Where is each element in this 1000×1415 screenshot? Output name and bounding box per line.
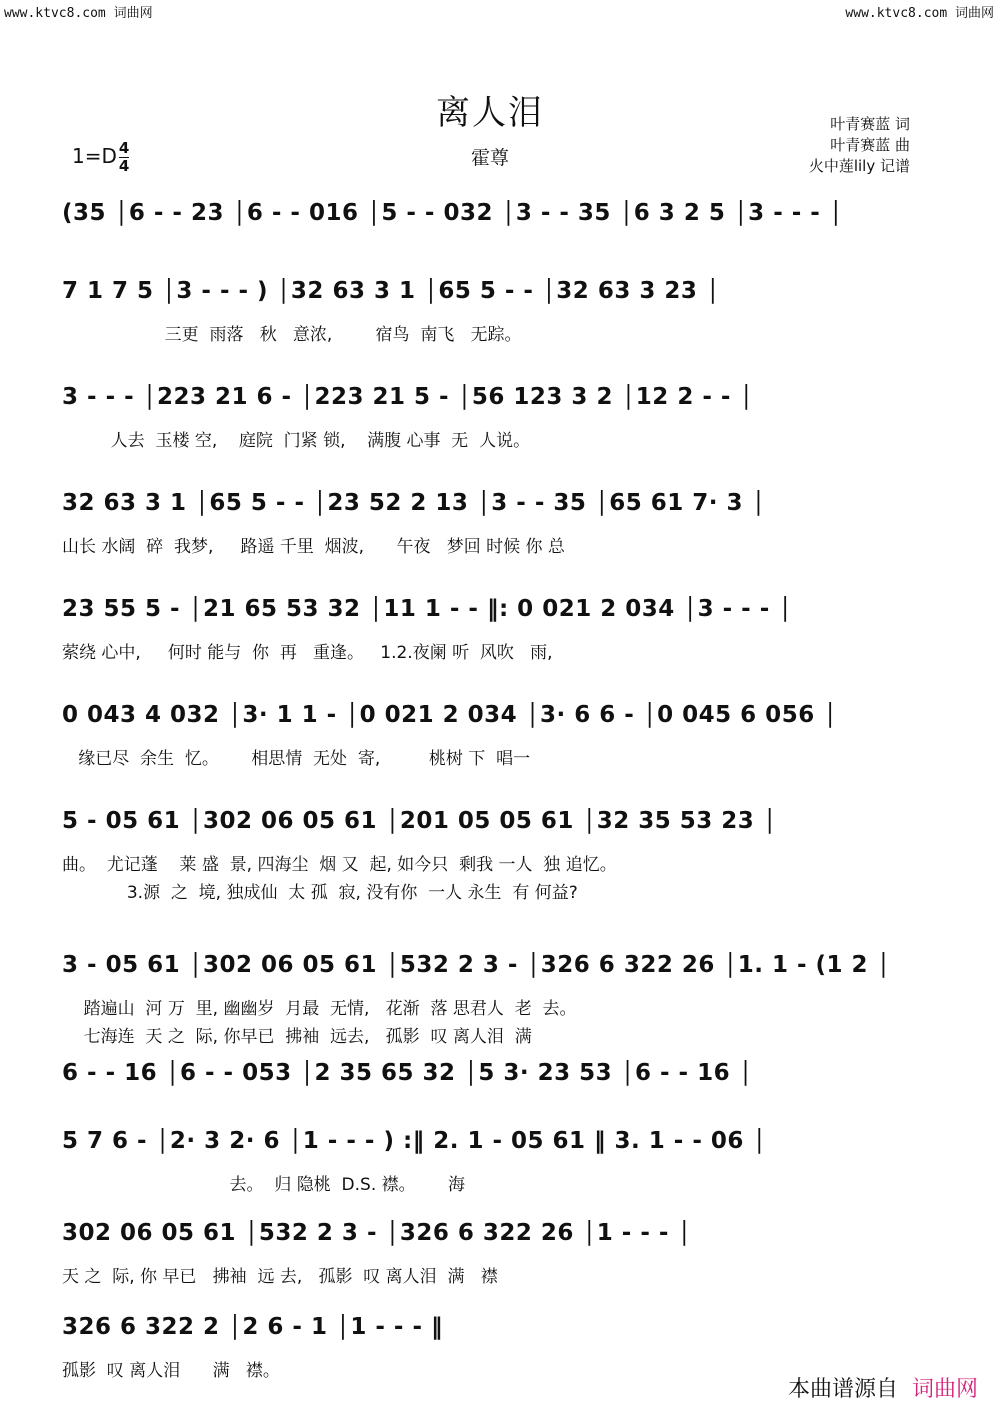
notation-line: 32 63 3 1 │65 5 - - │23 52 2 13 │3 - - 35 │65 61 7· 3 │ [62, 490, 766, 516]
notation-line: (35 │6 - - 23 │6 - - 016 │5 - - 032 │3 - - 35 │6 3 2 5 │3 - - - │ [62, 200, 844, 226]
time-bottom: 4 [118, 157, 130, 175]
credits [809, 114, 910, 177]
lyrics-line: 去。 归 隐桃 D.S. 襟。 海 [62, 1175, 466, 1195]
song-title: 离人泪 [436, 93, 544, 133]
lyrics-line: 萦绕 心中, 何时 能与 你 再 重逢。 1.2.夜阑 听 风吹 雨, [62, 643, 553, 663]
lyricist: 叶青赛蓝 词 [830, 115, 910, 133]
notation-line: 0 043 4 032 │3· 1 1 - │0 021 2 034 │3· 6 6 - │0 045 6 056 │ [62, 702, 838, 728]
lyrics-line: 天 之 际, 你 早已 拂袖 远 去, 孤影 叹 离人泪 满 襟 [62, 1267, 498, 1287]
notation-line: 23 55 5 - │21 65 53 32 │11 1 - - ‖: 0 021 2 034 │3 - - - │ [62, 596, 793, 622]
notation-line: 3 - 05 61 │302 06 05 61 │532 2 3 - │326 6 322 26 │1. 1 - (1 2 │ [62, 952, 891, 978]
lyrics-line-verse3: 七海连 天 之 际, 你早已 拂袖 远去, 孤影 叹 离人泪 满 [62, 1027, 532, 1047]
transcriber: 火中莲lily 记谱 [808, 157, 910, 175]
source-footer [788, 1372, 978, 1403]
lyrics-line-verse3: 3.源 之 境, 独成仙 太 孤 寂, 没有你 一人 永生 有 何益? [62, 883, 578, 903]
notation-line: 7 1 7 5 │3 - - - ) │32 63 3 1 │65 5 - - │32 63 3 23 │ [62, 278, 721, 304]
lyrics-line: 山长 水阔 碎 我梦, 路遥 千里 烟波, 午夜 梦回 时候 你 总 [62, 537, 565, 557]
watermark-left: www.ktvc8.com 词曲网 [4, 6, 153, 21]
lyrics-line: 三更 雨落 秋 意浓, 宿鸟 南飞 无踪。 [62, 325, 522, 345]
notation-line: 3 - - - │223 21 6 - │223 21 5 - │56 123 3 2 │12 2 - - │ [62, 384, 754, 410]
watermark-right: www.ktvc8.com 词曲网 [845, 6, 994, 21]
notation-line: 6 - - 16 │6 - - 053 │2 35 65 32 │5 3· 23 53 │6 - - 16 │ [62, 1060, 753, 1086]
notation-line: 5 7 6 - │2· 3 2· 6 │1 - - - ) :‖ 2. 1 - 05 61 ‖ 3. 1 - - 06 │ [62, 1128, 767, 1154]
source-label: 本曲谱源自 [787, 1377, 898, 1402]
key-label: 1=D [72, 144, 117, 168]
time-top: 4 [118, 139, 130, 157]
lyrics-line: 孤影 叹 离人泪 满 襟。 [62, 1361, 280, 1381]
notation-line: 302 06 05 61 │532 2 3 - │326 6 322 26 │1 - - - │ [62, 1220, 692, 1246]
lyrics-line: 缘已尽 余生 忆。 相思情 无处 寄, 桃树 下 唱一 [62, 749, 531, 769]
lyrics-line: 曲。 尤记蓬 莱 盛 景, 四海尘 烟 又 起, 如今只 剩我 一人 独 追忆。 [62, 855, 617, 875]
notation-line: 326 6 322 2 │2 6 - 1 │1 - - - ‖ [62, 1314, 444, 1340]
composer: 叶青赛蓝 曲 [830, 136, 910, 154]
notation-line: 5 - 05 61 │302 06 05 61 │201 05 05 61 │32 35 53 23 │ [62, 808, 778, 834]
lyrics-line: 人去 玉楼 空, 庭院 门紧 锁, 满腹 心事 无 人说。 [62, 431, 531, 451]
singer: 霍尊 [470, 147, 509, 169]
lyrics-line: 踏遍山 河 万 里, 幽幽岁 月最 无情, 花渐 落 思君人 老 去。 [62, 999, 577, 1019]
brand-link[interactable]: 词曲网 [911, 1377, 978, 1402]
